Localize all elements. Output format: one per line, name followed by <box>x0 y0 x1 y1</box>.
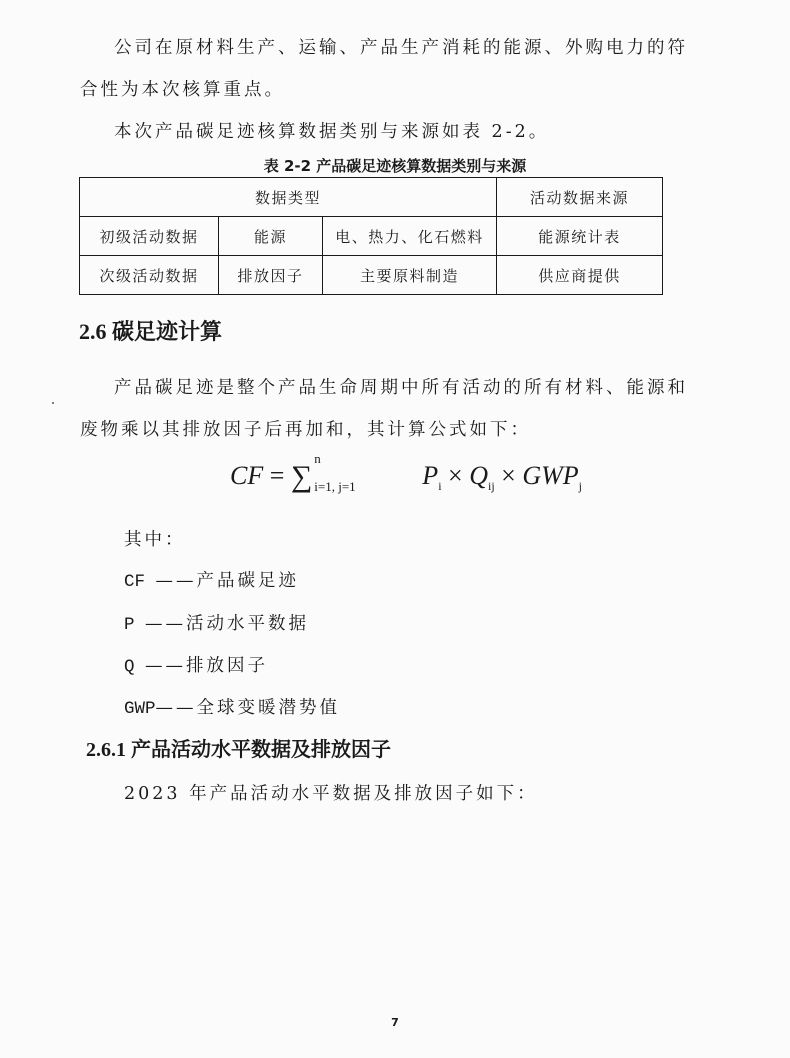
data-source-table <box>79 177 663 295</box>
lower-limit: i=1, j=1 <box>314 479 356 494</box>
definition-symbol: CF <box>124 572 156 592</box>
formula-times: × <box>501 460 516 490</box>
intro-paragraph-line-2: 合性为本次核算重点。 <box>80 80 285 100</box>
cell-level: 初级活动数据 <box>80 217 219 256</box>
table-row <box>80 256 663 295</box>
cell-level: 次级活动数据 <box>80 256 219 295</box>
formula-term-gwp: GWP <box>522 460 579 490</box>
cell-source: 能源统计表 <box>497 217 663 256</box>
definition-meaning: 产品碳足迹 <box>196 571 300 591</box>
header-data-type: 数据类型 <box>80 178 497 217</box>
table-caption: 表 2-2 产品碳足迹核算数据类别与来源 <box>263 157 527 175</box>
where-label: 其中： <box>124 530 186 550</box>
formula-lhs: CF <box>230 460 264 490</box>
formula-sub-ij: ij <box>487 479 495 494</box>
scan-speck <box>52 402 54 404</box>
cell-category: 能源 <box>219 217 323 256</box>
definition-symbol: P <box>124 615 146 635</box>
page-number: 7 <box>391 1016 399 1029</box>
formula-sub-i: i <box>438 479 442 494</box>
definition-symbol: GWP <box>124 699 156 719</box>
section-heading-2-6: 2.6 碳足迹计算 <box>79 319 223 344</box>
upper-limit: n <box>314 451 321 466</box>
cell-item: 主要原料制造 <box>323 256 497 295</box>
section-heading-2-6-1: 2.6.1 产品活动水平数据及排放因子 <box>86 739 391 761</box>
formula-equals: = <box>269 460 285 490</box>
table-row <box>80 217 663 256</box>
definition-cf <box>124 573 299 592</box>
cell-item: 电、热力、化石燃料 <box>323 217 497 256</box>
definition-dash: —— <box>155 571 197 591</box>
definition-meaning: 全球变暖潜势值 <box>196 698 341 718</box>
formula-term-p: P <box>422 460 439 490</box>
header-source: 活动数据来源 <box>497 178 663 217</box>
section-2-6-1-body: 2023 年产品活动水平数据及排放因子如下： <box>124 784 538 804</box>
table-header-row <box>80 178 663 217</box>
cell-source: 供应商提供 <box>497 256 663 295</box>
table-reference-paragraph: 本次产品碳足迹核算数据类别与来源如表 2-2。 <box>114 122 550 142</box>
summation-icon: ∑ <box>290 459 313 493</box>
definition-gwp <box>124 700 340 719</box>
definition-dash: —— <box>145 614 187 634</box>
formula-term-q: Q <box>469 460 488 490</box>
definition-meaning: 活动水平数据 <box>186 614 310 634</box>
cell-category: 排放因子 <box>219 256 323 295</box>
definition-p <box>124 616 309 635</box>
definition-dash: —— <box>145 656 187 676</box>
section-2-6-body-line-1: 产品碳足迹是整个产品生命周期中所有活动的所有材料、能源和 <box>114 378 688 398</box>
summation-limits <box>312 451 422 498</box>
formula-times: × <box>448 460 463 490</box>
intro-paragraph-line-1: 公司在原材料生产、运输、产品生产消耗的能源、外购电力的符 <box>114 38 688 58</box>
definition-meaning: 排放因子 <box>186 656 269 676</box>
carbon-footprint-formula <box>230 451 582 498</box>
formula-sub-j: j <box>578 479 582 494</box>
definition-symbol: Q <box>124 657 146 677</box>
definition-dash: —— <box>155 698 197 718</box>
section-2-6-body-line-2: 废物乘以其排放因子后再加和，其计算公式如下： <box>80 420 531 440</box>
definition-q <box>124 658 268 677</box>
